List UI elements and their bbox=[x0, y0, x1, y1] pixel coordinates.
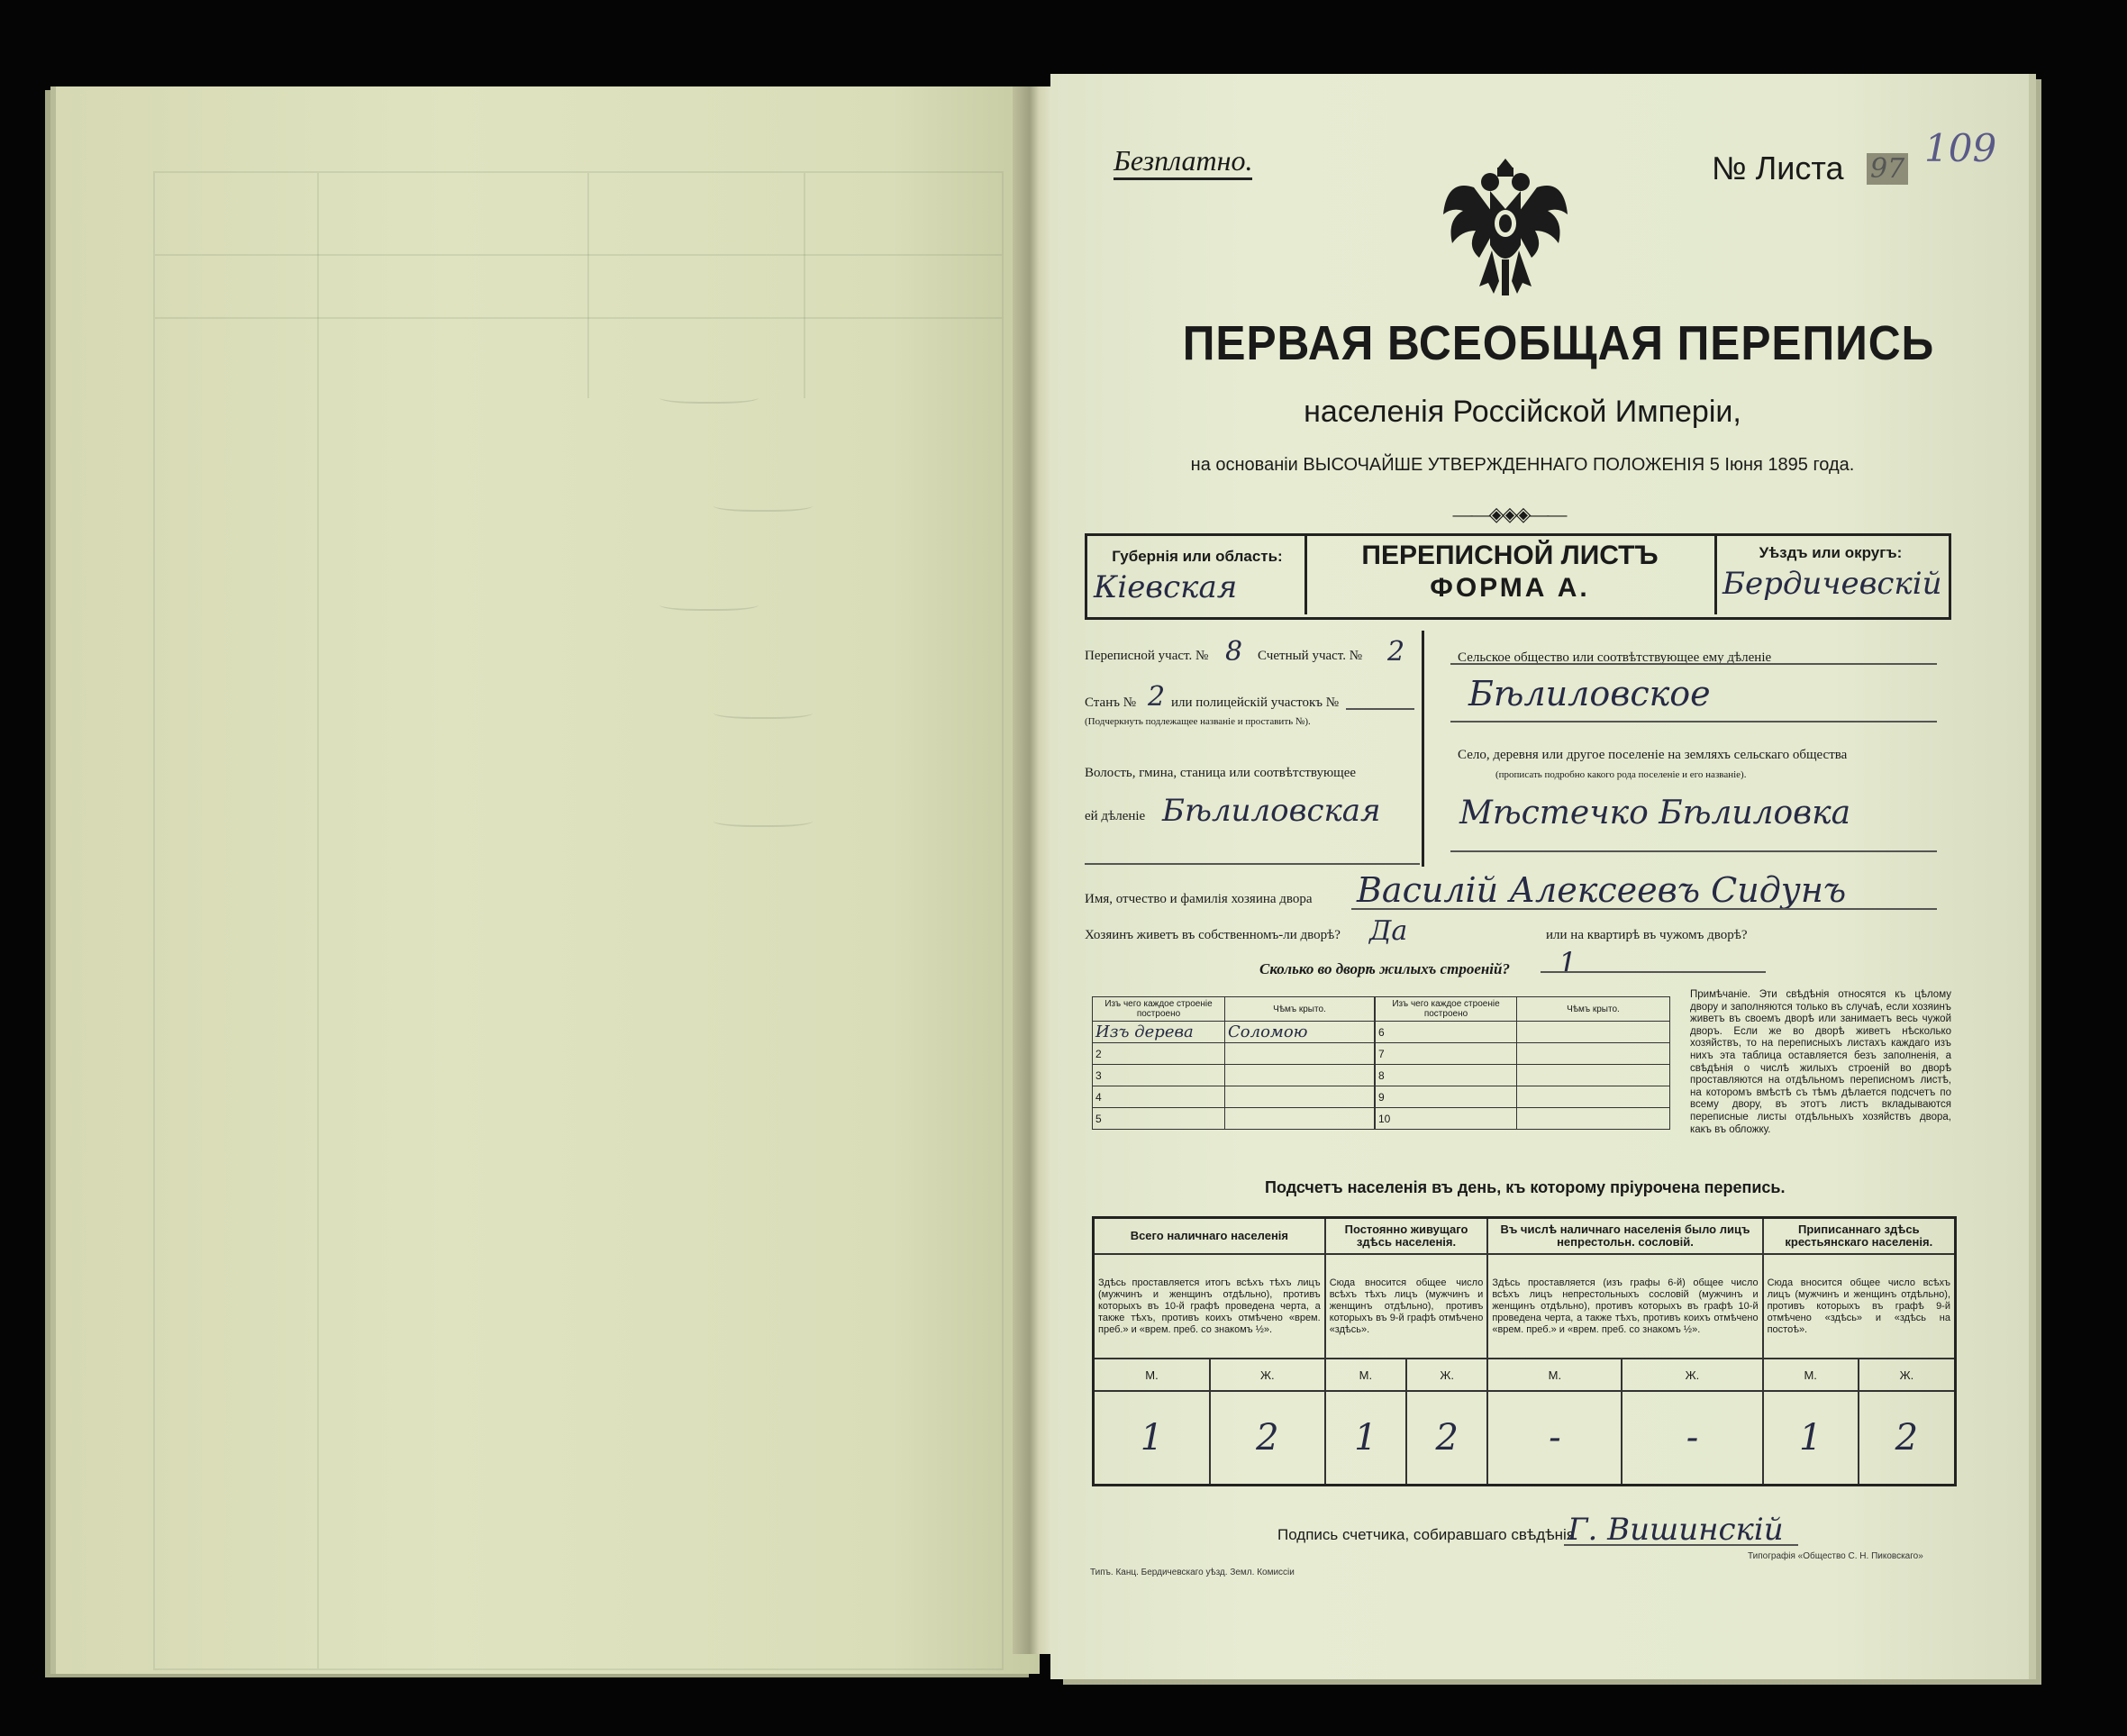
gubernia-value: Кіевская bbox=[1094, 569, 1238, 605]
owner-label: Имя, отчество и фамилія хозяина двора bbox=[1085, 892, 1313, 906]
table-row bbox=[1376, 1065, 1670, 1086]
count-female-nonresident: - bbox=[1622, 1391, 1762, 1486]
female-header: Ж. bbox=[1859, 1359, 1956, 1391]
volost-label-2: ей дѣленіе bbox=[1085, 809, 1146, 823]
col-roof-header: Чѣмъ крыто. bbox=[1517, 997, 1670, 1022]
free-label: Безплатно. bbox=[1113, 144, 1252, 180]
printer-imprint-right: Типографія «Общество С. Н. Пиковскаго» bbox=[1748, 1551, 1923, 1561]
left-page-bleed-through bbox=[153, 171, 1004, 1670]
male-header: М. bbox=[1325, 1359, 1406, 1391]
group-header: Приписаннаго здѣсь крестьянскаго населенія. bbox=[1763, 1218, 1956, 1255]
volost-underline bbox=[1085, 863, 1420, 865]
book-gutter bbox=[1013, 86, 1050, 1654]
stan-value: 2 bbox=[1148, 681, 1166, 713]
row-number: 9 bbox=[1376, 1086, 1517, 1108]
row-number: 10 bbox=[1376, 1108, 1517, 1130]
table-row bbox=[1376, 1086, 1670, 1108]
group-description: Сюда вносится общее число всѣхъ лицъ (мужчинъ и женщинъ отдѣльно), противъ которыхъ въ графѣ 9-й отмѣчено «здѣсь» и «здѣсь на постоѣ». bbox=[1763, 1254, 1956, 1359]
count-male-permanent: 1 bbox=[1325, 1391, 1406, 1486]
male-header: М. bbox=[1763, 1359, 1859, 1391]
stan-label: Станъ № bbox=[1085, 695, 1137, 710]
village-value: Мѣстечко Бѣлиловка bbox=[1459, 795, 1851, 832]
uezd-value: Бердичевскій bbox=[1723, 566, 1942, 602]
col-material-header: Изъ чего каждое строеніе построено bbox=[1376, 997, 1517, 1022]
volost-value: Бѣлиловская bbox=[1162, 793, 1381, 829]
group-description: Здѣсь проставляется итогъ всѣхъ тѣхъ лицъ (мужчинъ и женщинъ отдѣльно), противъ которыхъ въ 10-й графѣ проведена черта, а также тѣхъ, противъ коихъ отмѣчено «врем. преб.» и «врем. преб. со знакомъ ½». bbox=[1094, 1254, 1325, 1359]
stan-note: (Подчеркнуть подлежащее названіе и проставить №). bbox=[1085, 716, 1311, 727]
own-yard-suffix: или на квартирѣ въ чужомъ дворѣ? bbox=[1546, 928, 1748, 942]
male-header: М. bbox=[1487, 1359, 1622, 1391]
buildings-label: Сколько во дворѣ жилыхъ строеній? bbox=[1259, 960, 1510, 977]
header-divider bbox=[1714, 533, 1717, 614]
own-yard-value: Да bbox=[1369, 915, 1408, 947]
gubernia-label: Губернія или область: bbox=[1112, 548, 1283, 565]
row-material: Изъ дерева bbox=[1095, 1023, 1194, 1041]
col-roof-header: Чѣмъ крыто. bbox=[1225, 997, 1375, 1022]
village-line bbox=[1450, 850, 1937, 852]
count-female-permanent: 2 bbox=[1406, 1391, 1487, 1486]
group-description: Сюда вносится общее число всѣхъ тѣхъ лицъ (мужчинъ и женщинъ отдѣльно), противъ которыхъ въ 9-й графѣ отмѣчено «здѣсь». bbox=[1325, 1254, 1488, 1359]
owner-line bbox=[1351, 908, 1937, 910]
village-note: (прописать подробно какого рода поселеніе и его названіе). bbox=[1495, 769, 1747, 780]
table-row bbox=[1376, 1022, 1670, 1043]
col-material-header: Изъ чего каждое строеніе построено bbox=[1093, 997, 1225, 1022]
row-number: 3 bbox=[1093, 1065, 1225, 1086]
table-row bbox=[1376, 1108, 1670, 1130]
schetny-uchastok-value: 2 bbox=[1387, 636, 1405, 668]
form-title: ПЕРЕПИСНОЙ ЛИСТЪ bbox=[1361, 541, 1659, 570]
perepis-uchastok-label: Переписной участ. № bbox=[1085, 649, 1209, 663]
table-row bbox=[1093, 1108, 1375, 1130]
buildings-table-right bbox=[1375, 996, 1670, 1130]
female-header: Ж. bbox=[1622, 1359, 1762, 1391]
legal-basis-line: на основаніи ВЫСОЧАЙШЕ УТВЕРЖДЕННАГО ПОЛОЖЕНІЯ 5 Іюня 1895 года. bbox=[1190, 455, 1855, 475]
form-subtitle: населенія Россійской Имперіи, bbox=[1304, 395, 1741, 429]
count-female-total: 2 bbox=[1210, 1391, 1325, 1486]
group-header: Въ числѣ наличнаго населенія было лицъ непрестольн. сословій. bbox=[1487, 1218, 1762, 1255]
stan-police-line bbox=[1346, 708, 1414, 710]
table-row bbox=[1093, 1022, 1375, 1043]
column-divider bbox=[1422, 631, 1424, 867]
society-value: Бѣлиловское bbox=[1468, 674, 1711, 713]
volost-label: Волость, гмина, станица или соотвѣтствующее bbox=[1085, 766, 1357, 780]
double-headed-eagle-emblem bbox=[1438, 151, 1573, 304]
table-row bbox=[1093, 1086, 1375, 1108]
female-header: Ж. bbox=[1210, 1359, 1325, 1391]
table-row bbox=[1093, 1043, 1375, 1065]
count-male-nonresident: - bbox=[1487, 1391, 1622, 1486]
row-number: 5 bbox=[1093, 1108, 1225, 1130]
buildings-table-left bbox=[1092, 996, 1375, 1130]
table-row bbox=[1093, 1065, 1375, 1086]
page-number: 109 bbox=[1924, 126, 1997, 170]
village-label: Село, деревня или другое поселеніе на земляхъ сельскаго общества bbox=[1458, 748, 1848, 762]
row-roof: Соломою bbox=[1228, 1023, 1308, 1041]
signature-line bbox=[1564, 1544, 1798, 1546]
female-header: Ж. bbox=[1406, 1359, 1487, 1391]
stan-suffix: или полицейскій участокъ № bbox=[1171, 695, 1340, 710]
row-number: 8 bbox=[1376, 1065, 1517, 1086]
header-divider bbox=[1304, 533, 1307, 614]
enumerator-signature: Г. Вишинскій bbox=[1568, 1512, 1784, 1548]
summary-title: Подсчетъ населенія въ день, къ которому пріурочена перепись. bbox=[1265, 1178, 1786, 1196]
row-number: 7 bbox=[1376, 1043, 1517, 1065]
sheet-number-value: 97 bbox=[1867, 153, 1908, 185]
sheet-number-label: № Листа bbox=[1712, 150, 1844, 186]
signature-label: Подпись счетчика, собиравшаго свѣдѣнія bbox=[1277, 1526, 1575, 1543]
group-header: Всего наличнаго населенія bbox=[1094, 1218, 1325, 1255]
uezd-label: Уѣздъ или округъ: bbox=[1759, 544, 1903, 561]
perepis-uchastok-value: 8 bbox=[1225, 636, 1243, 668]
buildings-line bbox=[1541, 971, 1766, 973]
table-row bbox=[1376, 1043, 1670, 1065]
society-line-2 bbox=[1450, 721, 1937, 723]
row-number: 2 bbox=[1093, 1043, 1225, 1065]
society-label: Сельское общество или соотвѣтствующее ему дѣленіе bbox=[1458, 650, 1772, 665]
row-number: 4 bbox=[1093, 1086, 1225, 1108]
count-female-peasant: 2 bbox=[1859, 1391, 1956, 1486]
form-name: ФОРМА А. bbox=[1430, 573, 1590, 603]
population-count-table bbox=[1092, 1216, 1957, 1486]
printer-imprint-left: Типъ. Канц. Бердичевскаго уѣзд. Земл. Комиссіи bbox=[1090, 1568, 1295, 1577]
buildings-value: 1 bbox=[1559, 946, 1577, 980]
male-header: М. bbox=[1094, 1359, 1210, 1391]
count-male-peasant: 1 bbox=[1763, 1391, 1859, 1486]
group-header: Постоянно живущаго здѣсь населенія. bbox=[1325, 1218, 1488, 1255]
row-number: 6 bbox=[1376, 1022, 1517, 1043]
own-yard-label: Хозяинъ живетъ въ собственномъ-ли дворѣ? bbox=[1085, 928, 1341, 942]
owner-name: Василій Алексеевъ Сидунъ bbox=[1357, 870, 1847, 910]
society-line-1 bbox=[1450, 663, 1937, 665]
group-description: Здѣсь проставляется (изъ графы 6-й) общее число всѣхъ лицъ непрестольныхъ сословій (мужчинъ и женщинъ отдѣльно), противъ которыхъ въ графѣ 10-й проведена черта, а также тѣхъ, противъ коихъ отмѣчено «врем. преб.» и «врем. преб. со знакомъ ½». bbox=[1487, 1254, 1762, 1359]
ornament-divider: ——◈◈◈—— bbox=[1452, 503, 1566, 525]
count-male-total: 1 bbox=[1094, 1391, 1210, 1486]
note-text: Примѣчаніе. Эти свѣдѣнія относятся къ цѣлому двору и заполняются только въ случаѣ, если хозяинъ живетъ въ своемъ дворѣ или занимаетъ весь чужой дворъ. Если же во дворѣ живетъ нѣсколько хозяйствъ, то на переписныхъ листахъ каждаго изъ нихъ эта таблица оставляется безъ заполненія, а свѣдѣнія о числѣ жилыхъ строеній во дворѣ проставляются на отдѣльномъ переписномъ листѣ, на которомъ вмѣстѣ съ тѣмъ дѣлается подсчетъ по всему двору, въ этотъ листъ вкладываются переписные листы отдѣльныхъ хозяйствъ двора, какъ въ обложку. bbox=[1690, 989, 1951, 1135]
form-main-title: ПЕРВАЯ ВСЕОБЩАЯ ПЕРЕПИСЬ bbox=[1182, 316, 1935, 370]
schetny-uchastok-label: Счетный участ. № bbox=[1258, 649, 1363, 663]
